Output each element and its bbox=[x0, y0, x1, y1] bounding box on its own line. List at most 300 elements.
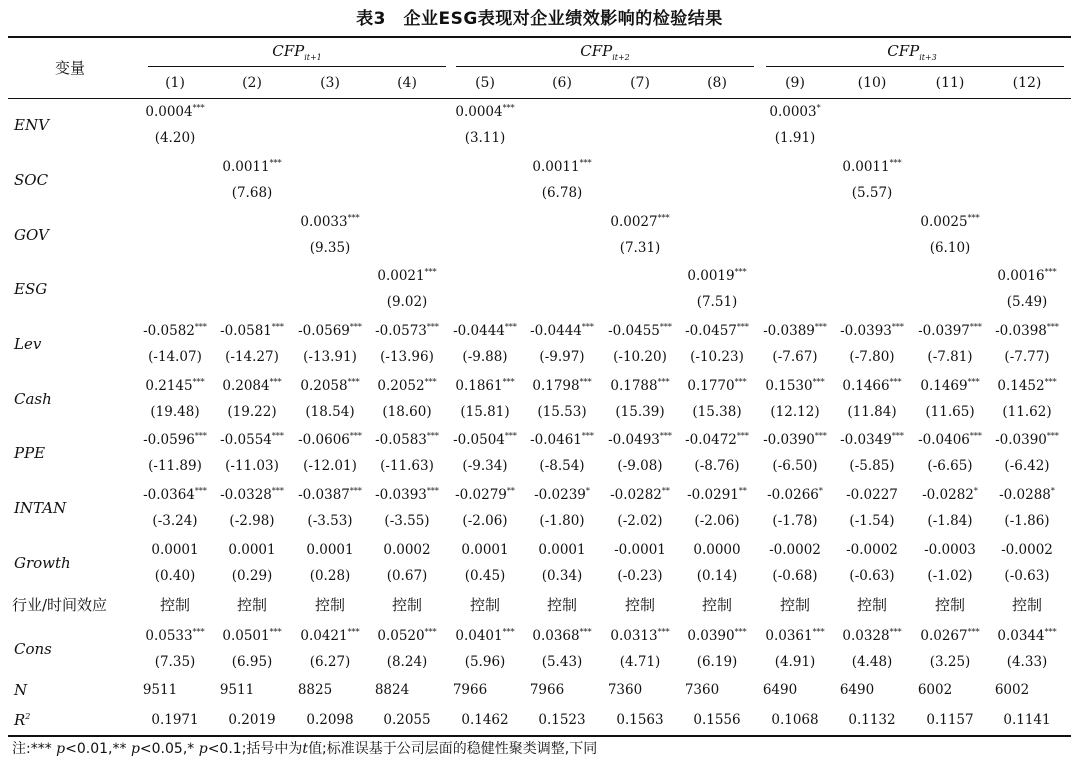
coef-value: 0.1788 bbox=[610, 378, 658, 394]
value-cell: 控制 bbox=[159, 596, 191, 614]
significance-stars: *** bbox=[269, 158, 282, 168]
coef-value: 0.1452 bbox=[997, 378, 1045, 394]
coef-cell bbox=[765, 376, 824, 396]
coef-cell bbox=[842, 376, 901, 396]
coef-value: 0.0027 bbox=[610, 214, 658, 230]
coef-cell bbox=[763, 321, 827, 341]
row-label bbox=[14, 389, 52, 409]
coef-cell bbox=[610, 212, 669, 232]
coef-value: 0.0033 bbox=[300, 214, 348, 230]
t-stat-cell: (3.11) bbox=[464, 130, 506, 146]
significance-stars: *** bbox=[889, 627, 902, 637]
coef-cell bbox=[846, 485, 898, 505]
coef-cell bbox=[455, 626, 514, 646]
coef-value: -0.0397 bbox=[918, 323, 970, 339]
significance-stars: *** bbox=[349, 431, 362, 441]
coef-value: 0.0004 bbox=[455, 104, 503, 120]
coef-cell bbox=[767, 485, 823, 505]
group-header bbox=[580, 41, 630, 61]
coef-value: -0.0390 bbox=[995, 432, 1047, 448]
value-cell: 控制 bbox=[624, 596, 656, 614]
t-stat-cell: (15.38) bbox=[692, 404, 742, 420]
t-stat-cell: (-2.06) bbox=[462, 513, 508, 529]
coef-value: -0.0389 bbox=[763, 323, 815, 339]
top-rule bbox=[8, 36, 1071, 38]
coef-cell bbox=[377, 376, 436, 396]
t-stat-cell: (7.31) bbox=[619, 240, 661, 256]
row-label bbox=[14, 553, 71, 573]
coef-cell bbox=[920, 626, 979, 646]
coef-cell bbox=[997, 626, 1056, 646]
coef-value: -0.0291 bbox=[687, 487, 739, 503]
significance-stars: *** bbox=[192, 103, 205, 113]
row-label bbox=[14, 279, 47, 299]
t-stat-cell: (9.35) bbox=[309, 240, 351, 256]
t-stat-cell: (11.84) bbox=[847, 404, 897, 420]
coef-value: 0.0361 bbox=[765, 628, 813, 644]
t-stat-cell: (-3.55) bbox=[384, 513, 430, 529]
coef-value: -0.0387 bbox=[298, 487, 350, 503]
significance-stars: *** bbox=[891, 322, 904, 332]
t-stat-cell: (-0.68) bbox=[772, 568, 818, 584]
coef-cell bbox=[763, 430, 827, 450]
value-cell: 0.1157 bbox=[926, 712, 974, 728]
coef-value: -0.0455 bbox=[608, 323, 660, 339]
significance-stars: *** bbox=[967, 213, 980, 223]
t-stat-cell: (5.96) bbox=[464, 654, 506, 670]
t-stat-cell: (-10.20) bbox=[613, 349, 667, 365]
t-stat-cell: (19.22) bbox=[227, 404, 277, 420]
coef-cell bbox=[614, 540, 666, 560]
coef-value: -0.0444 bbox=[530, 323, 582, 339]
t-stat-cell: (-1.84) bbox=[927, 513, 973, 529]
row-label-text: R bbox=[14, 711, 26, 729]
coef-cell bbox=[765, 626, 824, 646]
coef-value: -0.0002 bbox=[846, 542, 898, 558]
row-label-text: 行业/时间效应 bbox=[12, 596, 108, 614]
t-stat-cell: (4.33) bbox=[1006, 654, 1048, 670]
coef-value: -0.0003 bbox=[924, 542, 976, 558]
coef-value: 0.1466 bbox=[842, 378, 890, 394]
coef-cell bbox=[228, 540, 275, 560]
t-stat-cell: (0.34) bbox=[541, 568, 583, 584]
coef-value: 0.2058 bbox=[300, 378, 348, 394]
coef-cell bbox=[538, 540, 585, 560]
significance-stars: *** bbox=[271, 431, 284, 441]
coef-value: -0.0398 bbox=[995, 323, 1047, 339]
value-cell: 0.1141 bbox=[1003, 712, 1051, 728]
coef-cell bbox=[840, 321, 904, 341]
t-stat-cell: (4.20) bbox=[154, 130, 196, 146]
t-stat-cell: (-11.63) bbox=[380, 458, 434, 474]
row-label-text: Lev bbox=[14, 335, 42, 353]
t-stat-cell: (-9.34) bbox=[462, 458, 508, 474]
value-cell: 0.1462 bbox=[461, 712, 509, 728]
significance-stars: *** bbox=[579, 158, 592, 168]
t-stat-cell: (0.67) bbox=[386, 568, 428, 584]
coef-value: -0.0504 bbox=[453, 432, 505, 448]
coef-cell bbox=[842, 157, 901, 177]
significance-stars: *** bbox=[889, 158, 902, 168]
coef-cell bbox=[298, 430, 362, 450]
coef-value: -0.0472 bbox=[685, 432, 737, 448]
row-label-text: GOV bbox=[14, 226, 49, 244]
value-cell: 6002 bbox=[917, 682, 953, 698]
coef-value: 0.0267 bbox=[920, 628, 968, 644]
coef-value: 0.0368 bbox=[532, 628, 580, 644]
t-stat-cell: (12.12) bbox=[770, 404, 820, 420]
row-label-text: Cash bbox=[14, 390, 52, 408]
coef-cell bbox=[918, 430, 982, 450]
t-stat-cell: (9.02) bbox=[386, 294, 428, 310]
significance-stars: ** bbox=[661, 486, 670, 496]
significance-stars: *** bbox=[581, 431, 594, 441]
variable-header: 变量 bbox=[54, 59, 86, 77]
coef-cell bbox=[375, 430, 439, 450]
value-cell: 控制 bbox=[934, 596, 966, 614]
coef-cell bbox=[143, 485, 207, 505]
group-header-base: CFP bbox=[887, 42, 920, 60]
t-stat-cell: (-1.54) bbox=[849, 513, 895, 529]
coef-cell bbox=[300, 376, 359, 396]
significance-stars: * bbox=[1050, 486, 1055, 496]
t-stat-cell: (-1.86) bbox=[1004, 513, 1050, 529]
value-cell: 9511 bbox=[219, 682, 255, 698]
coef-cell bbox=[693, 540, 740, 560]
t-stat-cell: (-9.97) bbox=[539, 349, 585, 365]
significance-stars: *** bbox=[891, 431, 904, 441]
value-cell: 0.1556 bbox=[693, 712, 741, 728]
coef-value: -0.0457 bbox=[685, 323, 737, 339]
coef-value: 0.0001 bbox=[228, 542, 276, 558]
coef-cell bbox=[151, 540, 198, 560]
coef-cell bbox=[995, 321, 1059, 341]
t-stat-cell: (6.27) bbox=[309, 654, 351, 670]
row-label bbox=[14, 334, 41, 354]
coef-value: 0.0011 bbox=[532, 159, 580, 175]
significance-stars: *** bbox=[889, 377, 902, 387]
t-stat-cell: (0.28) bbox=[309, 568, 351, 584]
coef-value: 0.1798 bbox=[532, 378, 580, 394]
column-number: (6) bbox=[552, 75, 572, 91]
t-stat-cell: (0.45) bbox=[464, 568, 506, 584]
t-stat-cell: (7.68) bbox=[231, 185, 273, 201]
significance-stars: *** bbox=[426, 486, 439, 496]
coef-cell bbox=[532, 626, 591, 646]
coef-cell bbox=[383, 540, 430, 560]
significance-stars: *** bbox=[194, 431, 207, 441]
t-stat-cell: (-9.88) bbox=[462, 349, 508, 365]
coef-cell bbox=[455, 485, 515, 505]
coef-cell bbox=[685, 321, 749, 341]
column-number: (7) bbox=[630, 75, 650, 91]
t-stat-cell: (6.19) bbox=[696, 654, 738, 670]
column-number: (9) bbox=[785, 75, 805, 91]
coef-cell bbox=[220, 321, 284, 341]
value-cell: 8824 bbox=[374, 682, 410, 698]
coef-value: 0.2084 bbox=[222, 378, 270, 394]
bottom-rule bbox=[8, 735, 1071, 737]
significance-stars: *** bbox=[502, 627, 515, 637]
t-stat-cell: (5.49) bbox=[1006, 294, 1048, 310]
group-rule-1 bbox=[148, 66, 446, 67]
value-cell: 8825 bbox=[297, 682, 333, 698]
t-stat-cell: (-11.89) bbox=[148, 458, 202, 474]
coef-value: 0.0344 bbox=[997, 628, 1045, 644]
significance-stars: * bbox=[973, 486, 978, 496]
significance-stars: *** bbox=[424, 627, 437, 637]
coef-value: -0.0227 bbox=[846, 487, 898, 503]
significance-stars: *** bbox=[347, 627, 360, 637]
t-stat-cell: (4.48) bbox=[851, 654, 893, 670]
t-stat-cell: (11.65) bbox=[925, 404, 975, 420]
coef-value: 0.0002 bbox=[383, 542, 431, 558]
t-stat-cell: (-13.96) bbox=[380, 349, 434, 365]
coef-cell bbox=[687, 626, 746, 646]
coef-cell bbox=[530, 321, 594, 341]
t-stat-cell: (-10.23) bbox=[690, 349, 744, 365]
coef-value: 0.0004 bbox=[145, 104, 193, 120]
group-header-sub: it+2 bbox=[612, 53, 630, 62]
significance-stars: *** bbox=[426, 322, 439, 332]
t-stat-cell: (-1.02) bbox=[927, 568, 973, 584]
coef-cell bbox=[610, 485, 670, 505]
coef-cell bbox=[610, 376, 669, 396]
coef-cell bbox=[298, 321, 362, 341]
coef-cell bbox=[222, 626, 281, 646]
coef-value: -0.0390 bbox=[763, 432, 815, 448]
value-cell: 6490 bbox=[839, 682, 875, 698]
coef-cell bbox=[997, 376, 1056, 396]
significance-stars: *** bbox=[967, 377, 980, 387]
row-label-text: Growth bbox=[14, 554, 71, 572]
row-label bbox=[14, 639, 52, 659]
row-label bbox=[14, 498, 66, 518]
t-stat-cell: (-8.76) bbox=[694, 458, 740, 474]
value-cell: 0.2055 bbox=[383, 712, 431, 728]
coef-cell bbox=[220, 485, 284, 505]
significance-stars: *** bbox=[969, 322, 982, 332]
significance-stars: *** bbox=[812, 627, 825, 637]
coef-cell bbox=[222, 157, 281, 177]
t-stat-cell: (-1.80) bbox=[539, 513, 585, 529]
significance-stars: *** bbox=[192, 627, 205, 637]
t-stat-cell: (-2.02) bbox=[617, 513, 663, 529]
coef-value: -0.0002 bbox=[1001, 542, 1053, 558]
t-stat-cell: (-2.06) bbox=[694, 513, 740, 529]
coef-value: 0.0328 bbox=[842, 628, 890, 644]
coef-value: -0.0002 bbox=[769, 542, 821, 558]
significance-stars: *** bbox=[347, 377, 360, 387]
coef-cell bbox=[461, 540, 508, 560]
significance-stars: *** bbox=[347, 213, 360, 223]
significance-stars: *** bbox=[349, 486, 362, 496]
t-stat-cell: (15.53) bbox=[537, 404, 587, 420]
significance-stars: *** bbox=[814, 322, 827, 332]
value-cell: 控制 bbox=[1011, 596, 1043, 614]
column-number: (3) bbox=[320, 75, 340, 91]
coef-value: -0.0406 bbox=[918, 432, 970, 448]
value-cell: 0.2098 bbox=[306, 712, 354, 728]
coef-value: 0.0520 bbox=[377, 628, 425, 644]
significance-stars: *** bbox=[734, 627, 747, 637]
column-number: (11) bbox=[935, 75, 965, 91]
coef-value: 0.1469 bbox=[920, 378, 968, 394]
coef-value: -0.0606 bbox=[298, 432, 350, 448]
coef-value: -0.0596 bbox=[143, 432, 195, 448]
coef-value: -0.0282 bbox=[922, 487, 974, 503]
coef-cell bbox=[769, 102, 820, 122]
t-stat-cell: (6.95) bbox=[231, 654, 273, 670]
coef-cell bbox=[222, 376, 281, 396]
coef-value: 0.2145 bbox=[145, 378, 193, 394]
coef-value: -0.0444 bbox=[453, 323, 505, 339]
t-stat-cell: (-6.65) bbox=[927, 458, 973, 474]
coef-cell bbox=[685, 430, 749, 450]
coef-value: -0.0279 bbox=[455, 487, 507, 503]
significance-stars: *** bbox=[271, 486, 284, 496]
significance-stars: ** bbox=[506, 486, 515, 496]
column-number: (1) bbox=[165, 75, 185, 91]
coef-cell bbox=[145, 376, 204, 396]
significance-stars: *** bbox=[659, 431, 672, 441]
coef-value: -0.0328 bbox=[220, 487, 272, 503]
significance-stars: *** bbox=[1044, 267, 1057, 277]
group-header-sub: it+3 bbox=[919, 53, 937, 62]
coef-value: 0.0390 bbox=[687, 628, 735, 644]
coef-value: 0.0001 bbox=[538, 542, 586, 558]
coef-cell bbox=[922, 485, 978, 505]
significance-stars: *** bbox=[657, 213, 670, 223]
value-cell: 0.1523 bbox=[538, 712, 586, 728]
row-label-text: SOC bbox=[14, 171, 49, 189]
coef-cell bbox=[687, 485, 747, 505]
significance-stars: *** bbox=[812, 377, 825, 387]
t-stat-cell: (7.51) bbox=[696, 294, 738, 310]
value-cell: 7966 bbox=[529, 682, 565, 698]
coef-cell bbox=[306, 540, 353, 560]
value-cell: 0.1132 bbox=[848, 712, 896, 728]
coef-cell bbox=[610, 626, 669, 646]
t-stat-cell: (11.62) bbox=[1002, 404, 1052, 420]
coef-cell bbox=[840, 430, 904, 450]
value-cell: 控制 bbox=[701, 596, 733, 614]
t-stat-cell: (-0.23) bbox=[617, 568, 663, 584]
t-stat-cell: (1.91) bbox=[774, 130, 816, 146]
coef-value: 0.0001 bbox=[461, 542, 509, 558]
coef-value: 0.0019 bbox=[687, 268, 735, 284]
coef-cell bbox=[532, 157, 591, 177]
coef-value: -0.0266 bbox=[767, 487, 819, 503]
coef-value: 0.1861 bbox=[455, 378, 503, 394]
row-label bbox=[12, 595, 107, 615]
t-stat-cell: (-6.50) bbox=[772, 458, 818, 474]
significance-stars: *** bbox=[579, 627, 592, 637]
value-cell: 控制 bbox=[391, 596, 423, 614]
coef-value: 0.0001 bbox=[306, 542, 354, 558]
t-stat-cell: (15.39) bbox=[615, 404, 665, 420]
coef-cell bbox=[608, 430, 672, 450]
coef-value: 0.0421 bbox=[300, 628, 348, 644]
t-stat-cell: (-0.63) bbox=[1004, 568, 1050, 584]
coef-cell bbox=[534, 485, 590, 505]
column-number: (8) bbox=[707, 75, 727, 91]
coef-cell bbox=[846, 540, 898, 560]
value-cell: 0.1563 bbox=[616, 712, 664, 728]
coef-cell bbox=[375, 321, 439, 341]
coef-value: -0.0349 bbox=[840, 432, 892, 448]
coef-cell bbox=[455, 376, 514, 396]
t-stat-cell: (-12.01) bbox=[303, 458, 357, 474]
value-cell: 0.1068 bbox=[771, 712, 819, 728]
coef-value: 0.2052 bbox=[377, 378, 425, 394]
value-cell: 控制 bbox=[236, 596, 268, 614]
t-stat-cell: (-11.03) bbox=[225, 458, 279, 474]
t-stat-cell: (4.71) bbox=[619, 654, 661, 670]
t-stat-cell: (0.40) bbox=[154, 568, 196, 584]
coef-cell bbox=[999, 485, 1055, 505]
t-stat-cell: (-8.54) bbox=[539, 458, 585, 474]
group-header-base: CFP bbox=[272, 42, 305, 60]
column-number: (4) bbox=[397, 75, 417, 91]
group-header bbox=[887, 41, 937, 61]
significance-stars: *** bbox=[581, 322, 594, 332]
t-stat-cell: (-14.27) bbox=[225, 349, 279, 365]
value-cell: 控制 bbox=[314, 596, 346, 614]
coef-cell bbox=[143, 430, 207, 450]
coef-cell bbox=[377, 626, 436, 646]
significance-stars: *** bbox=[424, 377, 437, 387]
row-label-text: ENV bbox=[14, 116, 49, 134]
row-label-text: INTAN bbox=[14, 499, 67, 517]
group-header-base: CFP bbox=[580, 42, 613, 60]
t-stat-cell: (6.78) bbox=[541, 185, 583, 201]
t-stat-cell: (8.24) bbox=[386, 654, 428, 670]
coef-cell bbox=[453, 321, 517, 341]
group-header-sub: it+1 bbox=[304, 53, 322, 62]
coef-cell bbox=[532, 376, 591, 396]
value-cell: 控制 bbox=[469, 596, 501, 614]
row-label bbox=[14, 170, 48, 190]
row-label bbox=[14, 443, 45, 463]
t-stat-cell: (-5.85) bbox=[849, 458, 895, 474]
coef-cell bbox=[145, 626, 204, 646]
coef-cell bbox=[920, 212, 979, 232]
coef-cell bbox=[918, 321, 982, 341]
significance-stars: *** bbox=[734, 267, 747, 277]
value-cell: 0.1971 bbox=[151, 712, 199, 728]
t-stat-cell: (-3.53) bbox=[307, 513, 353, 529]
t-stat-cell: (-3.24) bbox=[152, 513, 198, 529]
coef-value: 0.0001 bbox=[151, 542, 199, 558]
significance-stars: * bbox=[585, 486, 590, 496]
significance-stars: *** bbox=[269, 627, 282, 637]
coef-cell bbox=[453, 430, 517, 450]
significance-stars: *** bbox=[504, 322, 517, 332]
value-cell: 7966 bbox=[452, 682, 488, 698]
coef-value: -0.0001 bbox=[614, 542, 666, 558]
table-note: 注:*** p<0.01,** p<0.05,* p<0.1;括号中为t值;标准误基于公司层面的稳健性聚类调整,下同 bbox=[12, 741, 598, 757]
coef-value: 0.1530 bbox=[765, 378, 813, 394]
t-stat-cell: (18.60) bbox=[382, 404, 432, 420]
row-label bbox=[14, 710, 30, 730]
coef-value: -0.0583 bbox=[375, 432, 427, 448]
row-label-sup: 2 bbox=[25, 712, 31, 721]
value-cell: 控制 bbox=[779, 596, 811, 614]
significance-stars: *** bbox=[736, 431, 749, 441]
t-stat-cell: (-7.81) bbox=[927, 349, 973, 365]
t-stat-cell: (3.25) bbox=[929, 654, 971, 670]
